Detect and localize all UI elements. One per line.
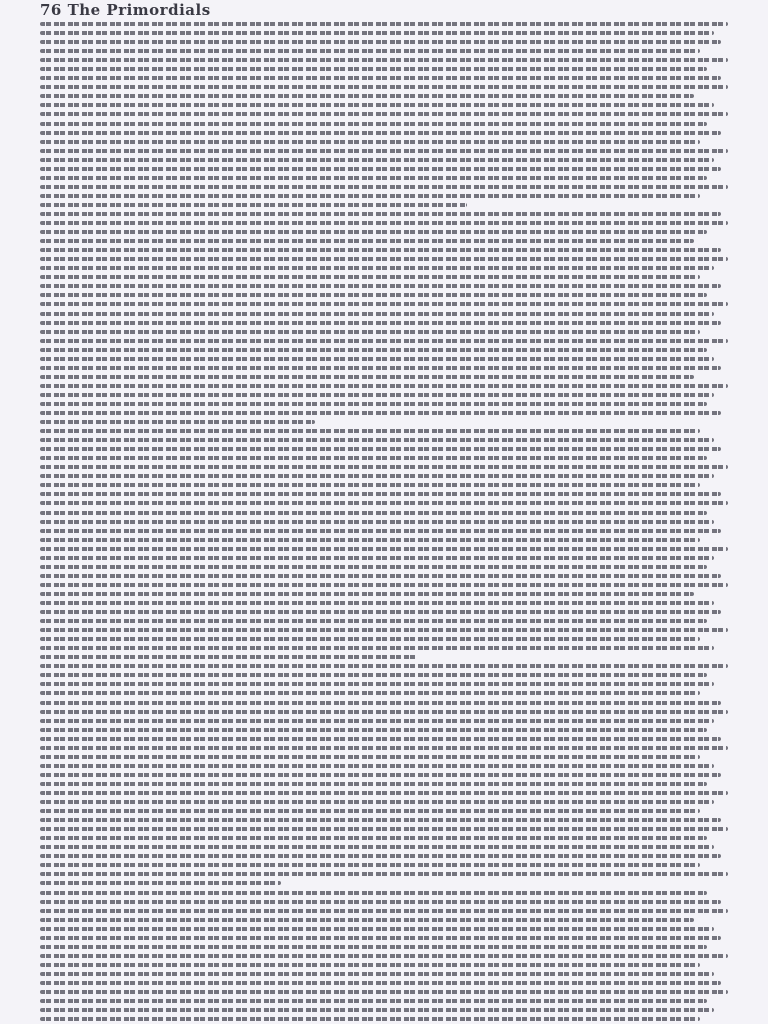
- text-line: [40, 881, 281, 885]
- text-line: [40, 755, 700, 759]
- text-line: [40, 94, 694, 98]
- text-line: [40, 357, 714, 361]
- text-line: [40, 764, 714, 768]
- text-line: [40, 411, 721, 415]
- text-line: [40, 483, 700, 487]
- text-line: [40, 981, 721, 985]
- text-line: [40, 76, 721, 80]
- text-line: [40, 972, 714, 976]
- text-line: [40, 863, 700, 867]
- text-line: [40, 312, 714, 316]
- text-line: [40, 574, 721, 578]
- text-line: [40, 601, 714, 605]
- text-line: [40, 375, 694, 379]
- text-line: [40, 619, 707, 623]
- text-line: [40, 465, 728, 469]
- text-line: [40, 85, 728, 89]
- text-line: [40, 402, 707, 406]
- text-line: [40, 248, 721, 252]
- text-line: [40, 456, 707, 460]
- text-line: [40, 556, 714, 560]
- text-line: [40, 583, 728, 587]
- text-line: [40, 230, 707, 234]
- text-line: [40, 836, 707, 840]
- text-line: [40, 429, 700, 433]
- text-line: [40, 167, 721, 171]
- text-line: [40, 936, 721, 940]
- text-line: [40, 872, 728, 876]
- text-line: [40, 492, 721, 496]
- text-line: [40, 800, 714, 804]
- text-line: [40, 827, 728, 831]
- text-line: [40, 809, 700, 813]
- text-line: [40, 945, 707, 949]
- text-line: [40, 1008, 714, 1012]
- text-line: [40, 185, 728, 189]
- text-line: [40, 321, 721, 325]
- text-line: [40, 999, 707, 1003]
- text-line: [40, 438, 714, 442]
- text-line: [40, 990, 728, 994]
- text-line: [40, 954, 728, 958]
- text-line: [40, 538, 700, 542]
- text-line: [40, 637, 700, 641]
- text-line: [40, 782, 707, 786]
- text-line: [40, 122, 707, 126]
- text-line: [40, 393, 714, 397]
- text-line: [40, 203, 467, 207]
- text-line: [40, 927, 714, 931]
- text-line: [40, 646, 714, 650]
- text-line: [40, 176, 707, 180]
- text-line: [40, 158, 714, 162]
- running-head: 76 The Primordials: [40, 1, 211, 19]
- text-line: [40, 103, 714, 107]
- text-line: [40, 49, 700, 53]
- text-line: [40, 40, 721, 44]
- text-line: [40, 565, 707, 569]
- text-line: [40, 592, 694, 596]
- text-line: [40, 909, 728, 913]
- text-line: [40, 673, 707, 677]
- text-line: [40, 221, 728, 225]
- text-line: [40, 918, 694, 922]
- text-line: [40, 664, 728, 668]
- text-line: [40, 149, 728, 153]
- text-line: [40, 854, 721, 858]
- text-line: [40, 963, 700, 967]
- text-line: [40, 737, 721, 741]
- text-line: [40, 791, 728, 795]
- text-line: [40, 501, 728, 505]
- text-line: [40, 691, 700, 695]
- text-line: [40, 31, 714, 35]
- text-line: [40, 1017, 700, 1021]
- text-line: [40, 728, 707, 732]
- text-line: [40, 447, 721, 451]
- text-line: [40, 511, 707, 515]
- text-line: [40, 302, 728, 306]
- text-line: [40, 891, 707, 895]
- text-line: [40, 474, 714, 478]
- text-line: [40, 67, 707, 71]
- text-line: [40, 58, 728, 62]
- text-line: [40, 547, 728, 551]
- text-line: [40, 339, 728, 343]
- text-line: [40, 845, 714, 849]
- text-line: [40, 773, 721, 777]
- text-line: [40, 131, 721, 135]
- text-line: [40, 239, 694, 243]
- text-line: [40, 682, 714, 686]
- text-line: [40, 719, 714, 723]
- text-line: [40, 348, 707, 352]
- text-line: [40, 257, 728, 261]
- text-line: [40, 194, 700, 198]
- text-line: [40, 900, 721, 904]
- text-line: [40, 330, 700, 334]
- text-line: [40, 746, 728, 750]
- text-line: [40, 520, 714, 524]
- text-line: [40, 22, 728, 26]
- text-line: [40, 610, 721, 614]
- text-line: [40, 275, 700, 279]
- text-line: [40, 212, 721, 216]
- text-line: [40, 366, 721, 370]
- text-line: [40, 529, 721, 533]
- text-line: [40, 818, 721, 822]
- text-line: [40, 266, 714, 270]
- text-line: [40, 284, 721, 288]
- text-line: [40, 140, 700, 144]
- body-text: [40, 22, 728, 1024]
- text-line: [40, 293, 707, 297]
- text-line: [40, 420, 315, 424]
- text-line: [40, 628, 728, 632]
- text-line: [40, 655, 418, 659]
- text-line: [40, 710, 728, 714]
- text-line: [40, 384, 728, 388]
- text-line: [40, 112, 728, 116]
- text-line: [40, 701, 721, 705]
